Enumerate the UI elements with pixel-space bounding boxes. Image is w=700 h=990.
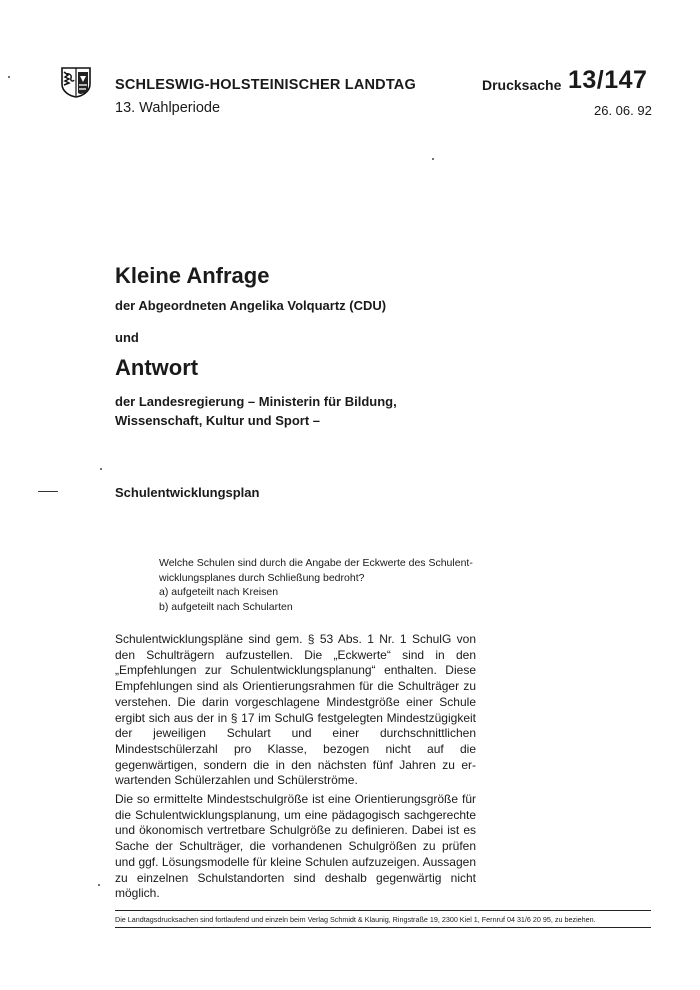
question-item-b: b) aufgeteilt nach Schularten <box>159 600 293 613</box>
conjunction-und: und <box>115 330 139 345</box>
question-text: Welche Schulen sind durch die Angabe der Eckwerte des Schulentwicklungsplanes durch Schließung bedroht? <box>159 557 473 584</box>
author-line: der Abgeordneten Angelika Volquartz (CDU) <box>115 298 387 313</box>
government-line: der Landesregierung – Ministerin für Bildung, Wissenschaft, Kultur und Sport – <box>115 394 397 428</box>
footer-rule-bottom <box>115 927 651 928</box>
scan-speck <box>8 76 10 78</box>
footer-rule-top <box>115 910 651 911</box>
scan-speck <box>98 884 100 886</box>
topic-heading: Schulentwicklungsplan <box>115 485 260 500</box>
heading-kleine-anfrage: Kleine Anfrage <box>115 263 270 288</box>
coat-of-arms-icon <box>60 66 92 98</box>
electoral-period: 13. Wahlperiode <box>115 100 221 116</box>
answer-body <box>115 632 476 905</box>
drucksache-number: 13/147 <box>568 66 648 94</box>
parliament-name: SCHLESWIG-HOLSTEINISCHER LANDTAG <box>115 77 416 93</box>
document-date: 26. 06. 92 <box>594 103 652 118</box>
margin-dash <box>38 491 58 492</box>
question-item-a: a) aufgeteilt nach Kreisen <box>159 586 279 598</box>
scan-speck <box>432 158 434 160</box>
drucksache-label: Drucksache <box>482 77 562 93</box>
question-block <box>159 556 489 614</box>
heading-antwort: Antwort <box>115 355 199 380</box>
answer-paragraph-1: Schulentwicklungspläne sind gem. § 53 Abs. 1 Nr. 1 SchulG von den Schulträgern aufzustellen. Die „Eckwerte“ sind in den „Empfehlungen zur Schulentwicklungsplanung“ enthalten. Diese Empfehlungen sind als Orientierungsrahmen für die Schulträger zu verstehen. Die darin vorgeschlagene Mindestgröße einer Schule ergibt sich aus der in § 17 im SchulG festgelegten Mindestzügigkeit der jeweiligen Schulart und einer durchschnittlichen Mindestschülerzahl pro Klasse, bezogen nicht auf die gegenwärtigen, sondern die in den nächsten fünf Jahren zu erwartenden Schülerzahlen und Schülerströme. <box>115 632 476 788</box>
scan-speck <box>100 468 102 470</box>
answer-paragraph-2: Die so ermittelte Mindestschulgröße ist eine Orientierungsgröße für die Schulentwicklungsplanung, um eine pädagogisch sachgerechte und ökonomisch vertretbare Schulgröße zu definieren. Dabei ist es Sache der Schulträger, die vorhandenen Schulgrößen zu prüfen und ggf. Lösungsmodelle für kleine Schulen aufzuzeigen. Aussagen zu einzelnen Schulstandorten sind deshalb gegenwärtig nicht möglich. <box>115 792 476 901</box>
footer-note: Die Landtagsdrucksachen sind fortlaufend und einzeln beim Verlag Schmidt & Klaunig, Ringstraße 19, 2300 Kiel 1, Fernruf 04 31/6 20 95, zu beziehen. <box>115 915 596 924</box>
